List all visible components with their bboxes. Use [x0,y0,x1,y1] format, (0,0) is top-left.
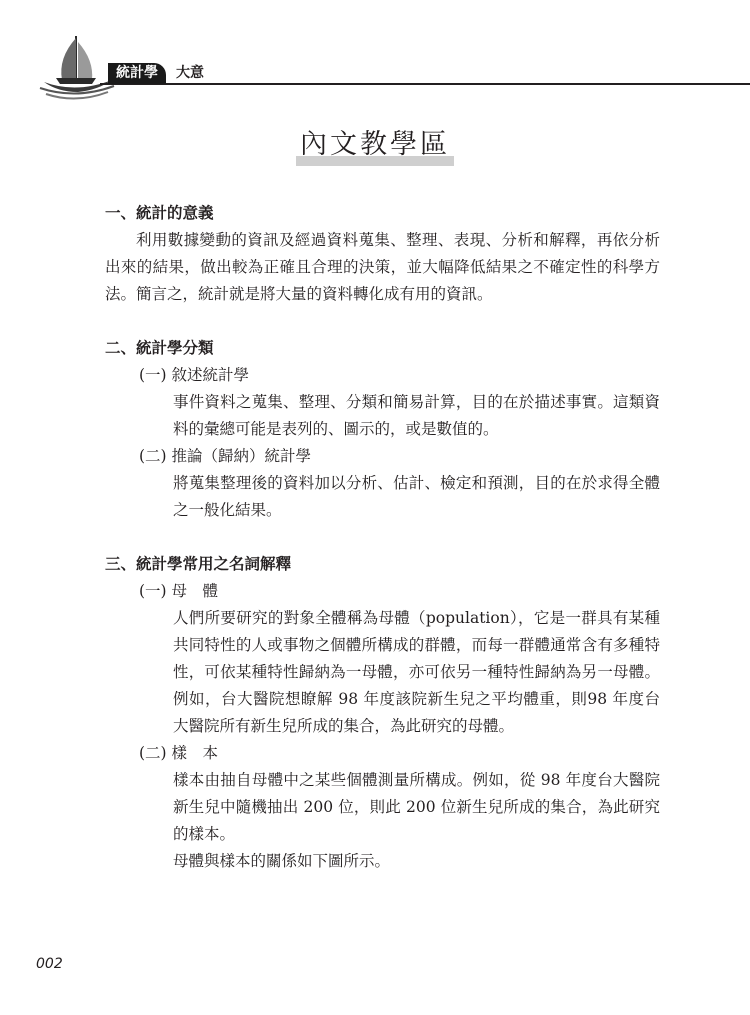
main-content [105,200,660,875]
subsection-body: 人們所要研究的對象全體稱為母體（population），它是一群具有某種共同特性的人或事物之個體所構成的群體，而每一群體通常含有多種特性，可依某種特性歸納為一母體，亦可依另一種特性歸納為另一母體。例如，台大醫院想瞭解 98 年度該院新生兒之平均體重，則98 年度台大醫院所有新生兒所成的集合，為此研究的母體。 [173,609,660,735]
subsection-label: (一) 敘述統計學 [139,366,250,384]
section-heading: 三、統計學常用之名詞解釋 [105,555,292,573]
book-tag: 統計學 [108,63,166,84]
page-title: 內文教學區 [296,128,454,162]
section-heading: 一、統計的意義 [105,204,214,222]
subsection-body: 將蒐集整理後的資料加以分析、估計、檢定和預測，目的在於求得全體之一般化結果。 [173,474,660,519]
sailboat-logo-icon [36,30,116,105]
page-number: 002 [36,956,63,972]
subsection-body: 母體與樣本的關係如下圖所示。 [173,852,391,870]
subsection-body: 樣本由抽自母體中之某些個體測量所構成。例如，從 98 年度台大醫院新生兒中隨機抽出 200 位，則此 200 位新生兒所成的集合，為此研究的樣本。 [173,771,660,843]
subsection-label: (二) 樣 本 [139,744,219,762]
running-header [0,0,750,120]
section-paragraph: 利用數據變動的資訊及經過資料蒐集、整理、表現、分析和解釋，再依分析出來的結果，做出較為正確且合理的決策，並大幅降低結果之不確定性的科學方法。簡言之，統計就是將大量的資料轉化成有用的資訊。 [105,231,660,303]
chapter-label: 大意 [176,65,204,81]
subsection-label: (二) 推論（歸納）統計學 [139,447,312,465]
section-heading: 二、統計學分類 [105,339,214,357]
subsection-body: 事件資料之蒐集、整理、分類和簡易計算，目的在於描述事實。這類資料的彙總可能是表列的、圖示的，或是數值的。 [173,393,660,438]
subsection-label: (一) 母 體 [139,582,219,600]
page-title-wrap [0,128,750,162]
